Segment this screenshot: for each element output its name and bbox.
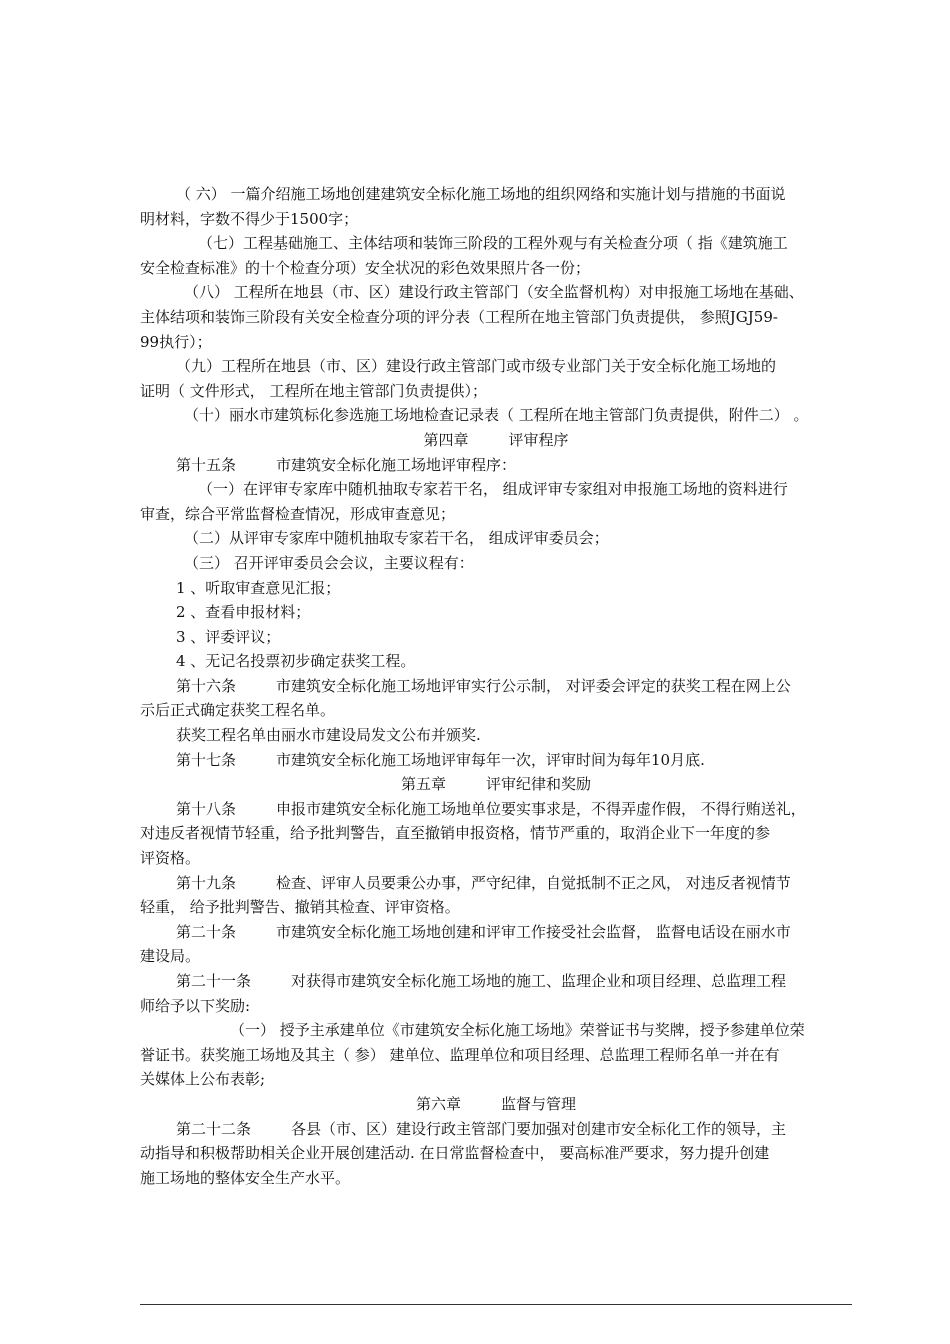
article-text: 各县（市、区）建设行政主管部门要加强对创建市安全标化工作的领导，主 xyxy=(291,1119,787,1138)
article-number: 第二十一条 xyxy=(176,972,252,990)
article-line xyxy=(140,748,852,773)
text-line: 99执行）； xyxy=(140,332,212,351)
text-line: 证明（ 文件形式， 工程所在地主管部门负责提供）； xyxy=(140,381,488,400)
text-line: （八） 工程所在地县（市、区）建设行政主管部门（安全监督机构）对申报施工场地在基础、 xyxy=(184,283,804,302)
chapter-heading xyxy=(140,772,852,797)
text-line: （一） 授予主承建单位《市建筑安全标化施工场地》荣誉证书与奖牌，授予参建单位荣 xyxy=(230,1021,805,1040)
text-line: 动指导和积极帮助相关企业开展创建活动. 在日常监督检查中， 要高标准严要求，努力提升创建 xyxy=(140,1144,770,1163)
list-item: 3 、评委评议； xyxy=(176,627,281,646)
text-line: 施工场地的整体安全生产水平。 xyxy=(140,1168,351,1187)
article-number: 第二十条 xyxy=(176,922,237,941)
article-text: 市建筑安全标化施工场地创建和评审工作接受社会监督， 监督电话设在丽水市 xyxy=(276,922,791,941)
text-line: 明材料，字数不得少于1500字； xyxy=(140,209,359,228)
article-line xyxy=(140,871,852,896)
text-line: （九）工程所在地县（市、区）建设行政主管部门或市级专业部门关于安全标化施工场地的 xyxy=(176,357,777,376)
article-number: 第十八条 xyxy=(176,799,237,818)
article-line xyxy=(140,797,852,822)
text-line: 评资格。 xyxy=(140,849,201,868)
article-line xyxy=(140,969,852,994)
text-line: （ 六） 一篇介绍施工场地创建建筑安全标化施工场地的组织网络和实施计划与措施的书面说 xyxy=(176,185,786,203)
text-line: （十）丽水市建筑标化参选施工场地检查记录表（ 工程所在地主管部门负责提供，附件二） 。 xyxy=(184,406,809,425)
article-text: 申报市建筑安全标化施工场地单位要实事求是，不得弄虚作假， 不得行贿送礼， xyxy=(276,799,806,818)
text-line: 获奖工程名单由丽水市建设局发文公布并颁奖. xyxy=(176,726,481,745)
article-number: 第十五条 xyxy=(176,455,237,474)
text-line: 主体结项和装饰三阶段有关安全检查分项的评分表（工程所在地主管部门负责提供， 参照JGJ59- xyxy=(140,307,778,326)
article-text: 市建筑安全标化施工场地评审程序： xyxy=(276,455,517,474)
text-line: （三） 召开评审委员会会议，主要议程有： xyxy=(184,553,474,572)
list-item: 1 、听取审查意见汇报； xyxy=(176,578,341,597)
chapter-number: 第四章 xyxy=(423,430,469,449)
article-number: 第十九条 xyxy=(176,873,237,892)
text-line: 建设局。 xyxy=(140,947,201,966)
article-text: 市建筑安全标化施工场地评审实行公示制， 对评委会评定的获奖工程在网上公 xyxy=(276,676,791,695)
text-line: 关媒体上公布表彰; xyxy=(140,1070,266,1089)
text-line: 审查，综合平常监督检查情况，形成审查意见； xyxy=(140,504,456,523)
article-text: 市建筑安全标化施工场地评审每年一次，评审时间为每年10月底. xyxy=(276,750,705,769)
chapter-title: 评审程序 xyxy=(508,430,569,449)
chapter-title: 评审纪律和奖励 xyxy=(486,775,592,794)
article-text: 对获得市建筑安全标化施工场地的施工、监理企业和项目经理、总监理工程 xyxy=(291,972,787,990)
article-line xyxy=(140,674,852,699)
text-line: 示后正式确定获奖工程名单。 xyxy=(140,701,336,720)
list-item: 2 、查看申报材料； xyxy=(176,603,311,622)
article-text: 检查、评审人员要秉公办事，严守纪律，自觉抵制不正之风， 对违反者视情节 xyxy=(276,873,791,892)
text-line: 师给予以下奖励: xyxy=(140,996,251,1015)
text-line: 安全检查标准》的十个检查分项）安全状况的彩色效果照片各一份； xyxy=(140,258,591,277)
article-number: 第二十二条 xyxy=(176,1119,252,1138)
chapter-heading xyxy=(140,1092,852,1117)
chapter-number: 第五章 xyxy=(400,775,446,794)
chapter-heading xyxy=(140,428,852,453)
document-body xyxy=(140,182,852,1190)
article-line xyxy=(140,1117,852,1142)
text-line: （二）从评审专家库中随机抽取专家若干名， 组成评审委员会； xyxy=(184,529,609,548)
chapter-title: 监督与管理 xyxy=(501,1094,577,1113)
text-line: 誉证书。获奖施工场地及其主（ 参） 建单位、监理单位和项目经理、总监理工程师名单一并在有 xyxy=(140,1045,780,1064)
article-number: 第十六条 xyxy=(176,676,237,695)
text-line: 轻重， 给予批判警告、撤销其检查、评审资格。 xyxy=(140,898,460,917)
text-line: （一）在评审专家库中随机抽取专家若干名， 组成评审专家组对申报施工场地的资料进行 xyxy=(198,480,788,499)
list-item: 4 、无记名投票初步确定获奖工程。 xyxy=(176,652,416,671)
footer-divider xyxy=(140,1304,852,1305)
article-line xyxy=(140,920,852,945)
article-number: 第十七条 xyxy=(176,750,237,769)
text-line: 对违反者视情节轻重，给予批判警告，直至撤销申报资格，情节严重的，取消企业下一年度的参 xyxy=(140,824,771,843)
article-line xyxy=(140,453,852,478)
text-line: （七）工程基础施工、主体结项和装饰三阶段的工程外观与有关检查分项（ 指《建筑施工 xyxy=(198,234,788,253)
chapter-number: 第六章 xyxy=(415,1094,461,1113)
